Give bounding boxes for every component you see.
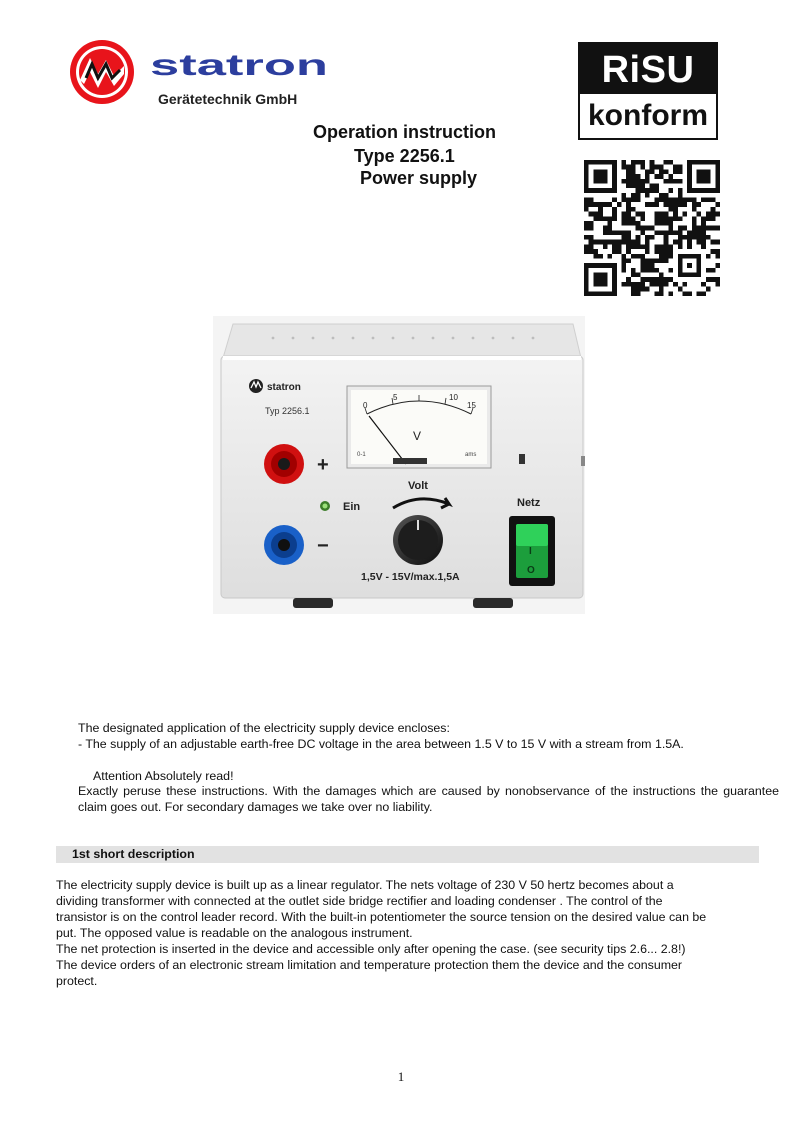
svg-text:Typ 2256.1: Typ 2256.1 <box>265 406 310 416</box>
description-line: dividing transformer with connected at the outlet side bridge rectifier and loading condenser . The control of the <box>56 894 663 908</box>
svg-text:ams: ams <box>465 452 477 458</box>
section-heading-bar <box>56 846 759 863</box>
svg-text:0: 0 <box>363 401 368 410</box>
risu-badge <box>578 42 718 140</box>
warning-paragraph: Exactly peruse these instructions. With the damages which are caused by nonobservance of the instructions the guarantee claim goes out. For secondary damages we take over no liability. <box>78 784 779 814</box>
brand-wordmark <box>150 52 332 80</box>
svg-text:1,5V - 15V/max.1,5A: 1,5V - 15V/max.1,5A <box>361 571 460 583</box>
svg-text:statron: statron <box>150 52 328 80</box>
svg-text:V: V <box>413 429 422 443</box>
description-line: protect. <box>56 974 98 988</box>
qr-code-icon <box>584 160 720 296</box>
description-line: The device orders of an electronic stream limitation and temperature protection them the device and the consumer <box>56 958 683 972</box>
svg-text:0-1: 0-1 <box>357 452 366 458</box>
svg-text:Netz: Netz <box>517 497 541 509</box>
svg-text:5: 5 <box>393 393 398 402</box>
svg-text:I: I <box>529 546 532 557</box>
description-line: transistor is on the control leader record. With the built-in potentiometer the source tension on the desired value can be <box>56 910 707 924</box>
intro-line-1: The designated application of the electricity supply device encloses: <box>78 721 450 735</box>
svg-text:O: O <box>527 565 535 576</box>
description-paragraph <box>56 877 768 989</box>
svg-text:10: 10 <box>449 393 458 402</box>
svg-text:Volt: Volt <box>408 480 428 492</box>
device-photo <box>213 316 585 614</box>
doc-type: Type 2256.1 <box>354 146 455 166</box>
risu-badge-bottom: konform <box>588 99 708 132</box>
company-name: Gerätetechnik GmbH <box>158 91 298 107</box>
attention-note: Attention Absolutely read! <box>93 769 234 783</box>
description-line: put. The opposed value is readable on the analogous instrument. <box>56 926 413 940</box>
page-number: 1 <box>397 1069 405 1084</box>
statron-logo-icon <box>66 36 138 108</box>
description-line: The electricity supply device is built up as a linear regulator. The nets voltage of 230 V 50 hertz becomes about a <box>56 878 674 892</box>
doc-title: Operation instruction <box>313 122 497 142</box>
doc-subtitle: Power supply <box>360 168 478 188</box>
svg-text:15: 15 <box>467 401 476 410</box>
description-line: The net protection is inserted in the device and accessible only after opening the case. (see security tips 2.6... 2.8!) <box>56 942 686 956</box>
svg-text:Ein: Ein <box>343 501 361 513</box>
section-heading: 1st short description <box>72 847 195 861</box>
svg-text:−: − <box>317 535 329 557</box>
svg-text:statron: statron <box>267 382 301 393</box>
risu-badge-top: RiSU <box>580 44 716 94</box>
intro-line-2: - The supply of an adjustable earth-free DC voltage in the area between 1.5 V to 15 V with a stream from 1.5A. <box>78 737 684 751</box>
svg-text:+: + <box>317 454 329 476</box>
